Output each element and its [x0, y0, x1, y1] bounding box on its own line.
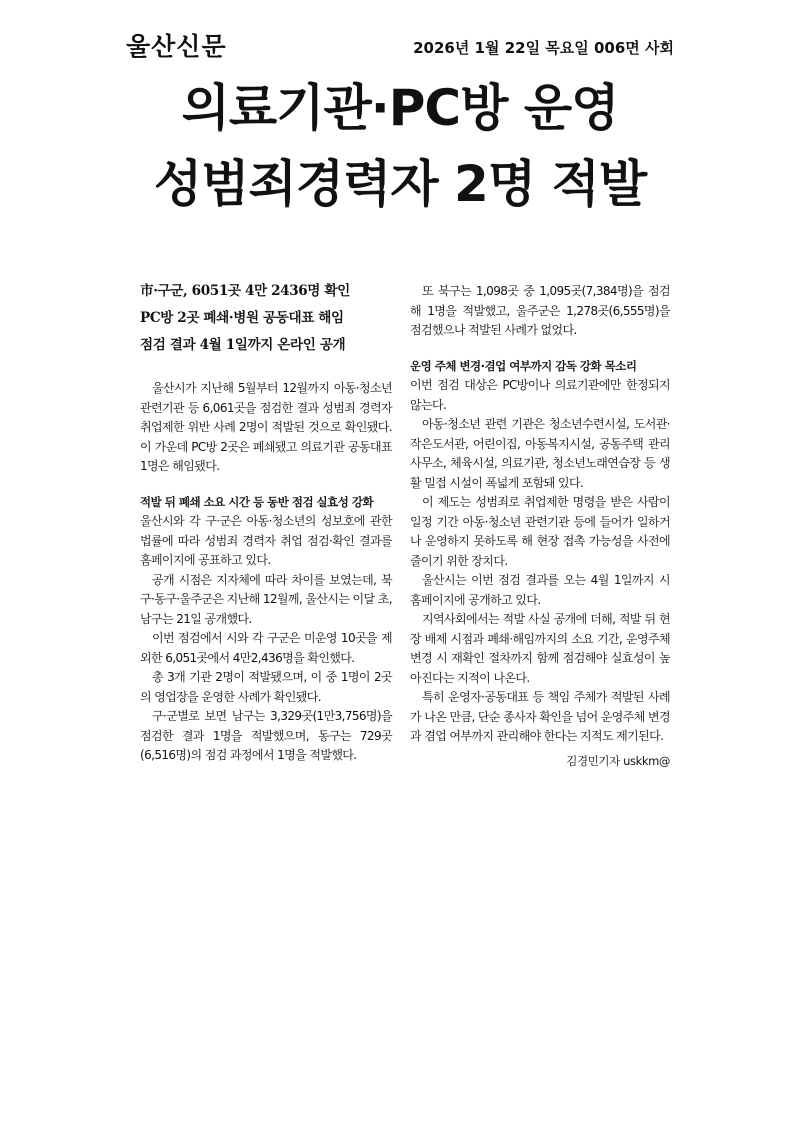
- dateline: 2026년 1월 22일 목요일 006면 사회: [413, 39, 674, 57]
- subhead: 점검 결과 4월 1일까지 온라인 공개: [140, 337, 346, 353]
- newspaper-name: 울산신문: [126, 32, 227, 61]
- subhead: PC방 2곳 폐쇄·병원 공동대표 해임: [140, 310, 344, 326]
- headline-line-1: 의료기관·PC방 운영: [181, 79, 619, 137]
- lead-paragraph: 울산시가 지난해 5월부터 12월까지 아동·청소년 관련기관 등 6,061곳을 점검한 결과 성범죄 경력자 취업제한 위반 사례 2명이 적발된 것으로 확인됐다. 이 가운데 PC방 2곳은 폐쇄됐고 의료기관 공동대표 1명은 해임됐다.: [140, 381, 392, 473]
- body-paragraph: 특히 운영자·공동대표 등 책임 주체가 적발된 사례가 나온 만큼, 단순 종사자 확인을 넘어 운영주체 변경과 겸업 여부까지 관리해야 한다는 지적도 제기된다.: [410, 690, 670, 743]
- body-paragraph: 울산시와 각 구·군은 아동·청소년의 성보호에 관한 법률에 따라 성범죄 경력자 취업 점검·확인 결과를 홈페이지에 공표하고 있다.: [140, 514, 392, 567]
- right-column: [410, 282, 670, 768]
- subheads: [140, 278, 392, 359]
- body-paragraph: 총 3개 기관 2명이 적발됐으며, 이 중 1명이 2곳의 영업장을 운영한 사례가 확인됐다.: [140, 670, 392, 704]
- body-paragraph: 공개 시점은 지자체에 따라 차이를 보였는데, 북구·동구·울주군은 지난해 12월께, 울산시는 이달 초, 남구는 21일 공개했다.: [140, 572, 392, 626]
- body-paragraph: 지역사회에서는 적발 사실 공개에 더해, 적발 뒤 현장 배제 시점과 폐쇄·해임까지의 소요 기간, 운영주체 변경 시 재확인 절차까지 함께 점검해야 실효성이 높아진다는 지적이 나온다.: [410, 612, 670, 685]
- body-paragraph: 이번 점검에서 시와 각 구군은 미운영 10곳을 제외한 6,051곳에서 4만2,436명을 확인했다.: [140, 631, 392, 665]
- headline-line-2: 성범죄경력자 2명 적발: [153, 155, 647, 213]
- byline: 김경민기자 uskkm@: [566, 753, 670, 768]
- body-paragraph: 울산시는 이번 점검 결과를 오는 4월 1일까지 시 홈페이지에 공개하고 있다.: [410, 573, 670, 607]
- body-paragraph: 아동·청소년 관련 기관은 청소년수련시설, 도서관·작은도서관, 어린이집, 아동복지시설, 공동주택 관리사무소, 체육시설, 의료기관, 청소년노래연습장 등 생활 밀접 시설이 폭넓게 포함돼 있다.: [410, 417, 670, 490]
- subhead: 市·구군, 6051곳 4만 2436명 확인: [140, 283, 350, 299]
- body-paragraph: 이번 점검 대상은 PC방이나 의료기관에만 한정되지 않는다.: [410, 378, 670, 412]
- body-paragraph: 또 북구는 1,098곳 중 1,095곳(7,384명)을 점검해 1명을 적발했고, 울주군은 1,278곳(6,555명)을 점검했으나 적발된 사례가 없었다.: [410, 284, 670, 337]
- body-paragraph: 이 제도는 성범죄로 취업제한 명령을 받은 사람이 일정 기간 아동·청소년 관련기관 등에 들어가 일하거나 운영하지 못하도록 해 현장 접촉 가능성을 사전에 줄이기 위한 장치다.: [410, 495, 670, 568]
- left-column: [140, 278, 392, 766]
- headline: [120, 70, 680, 222]
- body-paragraph: 구·군별로 보면 남구는 3,329곳(1만3,756명)을 점검한 결과 1명을 적발했으며, 동구는 729곳(6,516명)의 점검 과정에서 1명을 적발했다.: [140, 709, 392, 762]
- section-heading: 적발 뒤 폐쇄 소요 시간 등 동반 점검 실효성 강화: [140, 494, 374, 509]
- section-heading: 운영 주체 변경·겸업 여부까지 감독 강화 목소리: [410, 358, 637, 373]
- masthead: [126, 30, 674, 64]
